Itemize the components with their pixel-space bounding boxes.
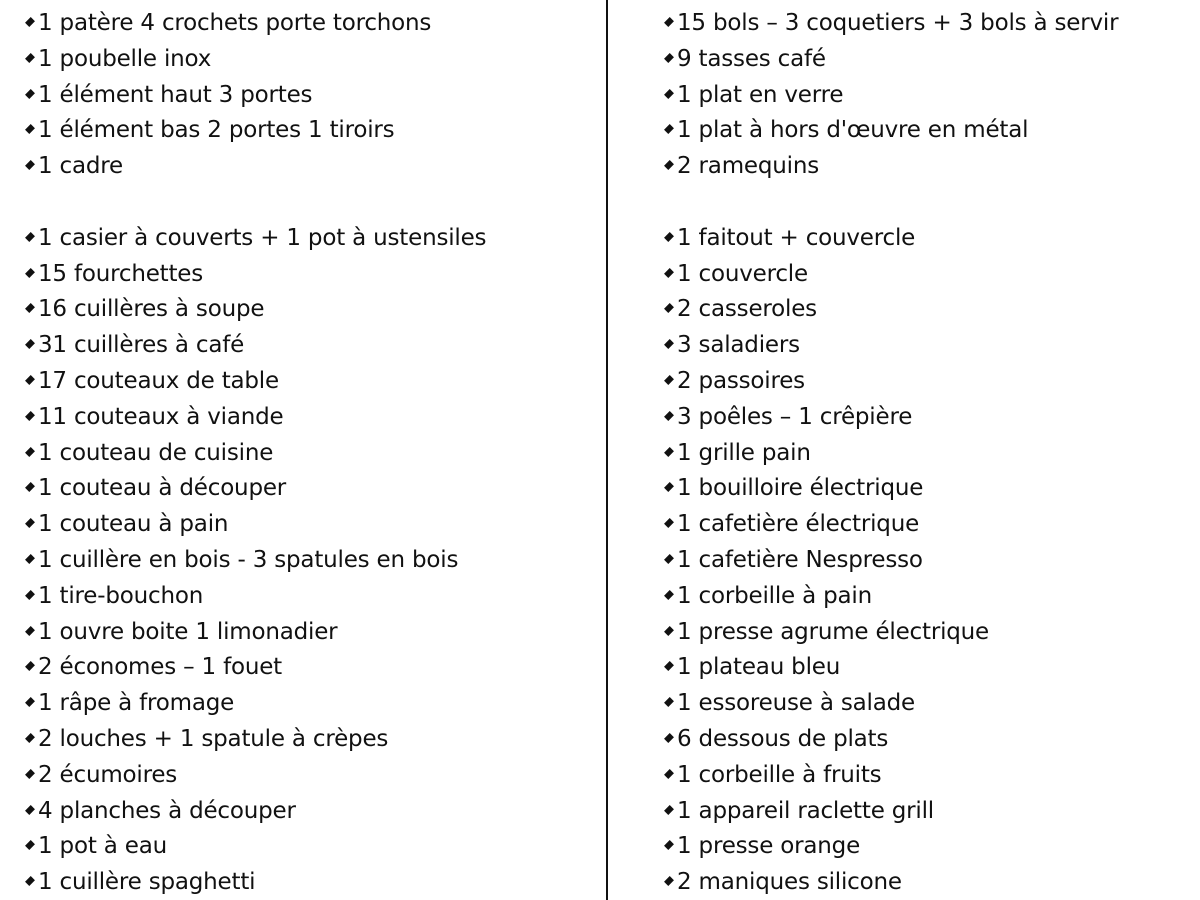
diamond-bullet-icon [25, 339, 35, 349]
list-item [26, 152, 123, 180]
list-item-text: 11 couteaux à viande [38, 403, 284, 430]
list-item [26, 224, 486, 252]
diamond-bullet-icon [664, 590, 674, 600]
diamond-bullet-icon [25, 626, 35, 636]
diamond-bullet-icon [25, 17, 35, 27]
diamond-bullet-icon [25, 518, 35, 528]
list-item-text: 2 maniques silicone [677, 869, 902, 896]
list-item-text: 1 cafetière Nespresso [677, 547, 923, 573]
list-item-text: 1 tire-bouchon [38, 582, 204, 609]
diamond-bullet-icon [664, 769, 674, 779]
diamond-bullet-icon [664, 518, 674, 528]
diamond-bullet-icon [25, 447, 35, 457]
list-item [26, 582, 203, 610]
list-item [26, 295, 264, 323]
list-item-text: 1 presse agrume électrique [677, 618, 989, 645]
diamond-bullet-icon [25, 375, 35, 385]
list-item-text: 1 presse orange [677, 833, 861, 860]
diamond-bullet-icon [664, 661, 674, 671]
list-item-text: 1 couteau à découper [38, 475, 287, 502]
diamond-bullet-icon [25, 53, 35, 63]
list-item [665, 689, 915, 717]
list-item-text: 1 faitout + couvercle [677, 224, 916, 251]
list-item-text: 2 ramequins [677, 153, 819, 180]
list-item-text: 2 louches + 1 spatule à crèpes [38, 726, 389, 752]
list-item-text: 3 poêles – 1 crêpière [677, 403, 913, 430]
list-item-text: 4 planches à découper [38, 797, 296, 824]
list-item-text: 1 pot à eau [38, 833, 167, 860]
diamond-bullet-icon [664, 626, 674, 636]
list-item [665, 152, 819, 180]
list-item-text: 1 corbeille à pain [677, 582, 872, 609]
list-item [665, 761, 881, 789]
list-item-text: 6 dessous de plats [677, 726, 889, 752]
list-item [665, 582, 872, 610]
list-item [665, 868, 902, 896]
list-item-text: 1 patère 4 crochets porte torchons [38, 10, 432, 36]
diamond-bullet-icon [25, 268, 35, 278]
list-item-text: 2 casseroles [677, 296, 817, 323]
diamond-bullet-icon [25, 840, 35, 850]
diamond-bullet-icon [25, 876, 35, 886]
list-item-text: 1 plat en verre [677, 81, 844, 108]
list-item-text: 1 casier à couverts + 1 pot à ustensiles [38, 224, 487, 251]
list-item [26, 81, 312, 109]
diamond-bullet-icon [664, 876, 674, 886]
diamond-bullet-icon [25, 411, 35, 421]
diamond-bullet-icon [25, 482, 35, 492]
list-item [665, 832, 860, 860]
diamond-bullet-icon [664, 89, 674, 99]
list-item-text: 1 couteau de cuisine [38, 439, 274, 466]
list-item-text: 1 ouvre boite 1 limonadier [38, 618, 338, 645]
list-item-text: 1 élément haut 3 portes [38, 81, 313, 108]
diamond-bullet-icon [664, 840, 674, 850]
diamond-bullet-icon [664, 160, 674, 170]
list-item [26, 725, 388, 753]
diamond-bullet-icon [25, 769, 35, 779]
diamond-bullet-icon [664, 53, 674, 63]
list-item [665, 367, 805, 395]
list-item [665, 331, 800, 359]
list-item-text: 17 couteaux de table [38, 368, 279, 394]
list-item-text: 2 économes – 1 fouet [38, 654, 282, 681]
list-item [665, 546, 923, 574]
list-item [665, 403, 912, 431]
list-item-text: 1 cuillère en bois - 3 spatules en bois [38, 547, 459, 573]
list-item [26, 474, 286, 502]
list-item-text: 1 élément bas 2 portes 1 tiroirs [38, 117, 395, 144]
list-item [26, 367, 279, 395]
diamond-bullet-icon [25, 160, 35, 170]
list-item-text: 1 couteau à pain [38, 511, 229, 538]
list-item [26, 45, 211, 73]
list-item-text: 15 fourchettes [38, 260, 204, 287]
list-item-text: 1 plat à hors d'œuvre en métal [677, 117, 1029, 144]
list-item [665, 81, 843, 109]
list-item [26, 510, 228, 538]
list-item [665, 618, 989, 646]
diamond-bullet-icon [664, 805, 674, 815]
list-item [26, 260, 203, 288]
list-item [665, 224, 915, 252]
diamond-bullet-icon [664, 482, 674, 492]
diamond-bullet-icon [664, 411, 674, 421]
diamond-bullet-icon [25, 805, 35, 815]
list-item [665, 45, 826, 73]
list-item [26, 439, 273, 467]
list-item-text: 15 bols – 3 coquetiers + 3 bols à servir [677, 10, 1119, 36]
diamond-bullet-icon [25, 232, 35, 242]
column-divider [606, 0, 608, 900]
diamond-bullet-icon [25, 733, 35, 743]
list-item [26, 546, 458, 574]
diamond-bullet-icon [25, 661, 35, 671]
list-item [26, 331, 244, 359]
list-item-text: 16 cuillères à soupe [38, 296, 265, 323]
list-item [665, 653, 840, 681]
list-item [665, 295, 817, 323]
list-item [26, 868, 255, 896]
list-item-text: 1 corbeille à fruits [677, 761, 882, 788]
list-item-text: 31 cuillères à café [38, 332, 245, 359]
list-item [665, 510, 919, 538]
list-item-text: 2 écumoires [38, 761, 178, 788]
list-item [665, 439, 811, 467]
list-item-text: 9 tasses café [677, 45, 826, 72]
list-item [665, 116, 1028, 144]
list-item-text: 1 bouilloire électrique [677, 475, 924, 502]
diamond-bullet-icon [664, 124, 674, 134]
diamond-bullet-icon [25, 554, 35, 564]
diamond-bullet-icon [25, 697, 35, 707]
list-item [665, 725, 888, 753]
diamond-bullet-icon [25, 303, 35, 313]
list-item-text: 1 cuillère spaghetti [38, 869, 256, 896]
diamond-bullet-icon [664, 697, 674, 707]
list-item [26, 9, 431, 37]
list-item [665, 474, 923, 502]
list-item-text: 2 passoires [677, 368, 805, 394]
list-item [665, 260, 808, 288]
list-item-text: 3 saladiers [677, 332, 800, 359]
list-item-text: 1 couvercle [677, 260, 808, 287]
list-item [665, 9, 1118, 37]
list-item-text: 1 râpe à fromage [38, 690, 235, 717]
list-item-text: 1 poubelle inox [38, 45, 212, 72]
diamond-bullet-icon [664, 17, 674, 27]
diamond-bullet-icon [25, 124, 35, 134]
diamond-bullet-icon [664, 733, 674, 743]
list-item [26, 761, 177, 789]
list-item [26, 797, 296, 825]
diamond-bullet-icon [664, 375, 674, 385]
list-item-text: 1 cafetière électrique [677, 511, 920, 538]
list-item [26, 689, 234, 717]
list-item-text: 1 cadre [38, 153, 123, 180]
diamond-bullet-icon [664, 303, 674, 313]
list-item-text: 1 appareil raclette grill [677, 797, 934, 824]
list-item [26, 116, 394, 144]
list-item [26, 618, 337, 646]
diamond-bullet-icon [664, 268, 674, 278]
diamond-bullet-icon [664, 447, 674, 457]
diamond-bullet-icon [664, 339, 674, 349]
list-item [26, 832, 167, 860]
diamond-bullet-icon [25, 590, 35, 600]
list-item-text: 1 grille pain [677, 439, 811, 466]
list-item-text: 1 essoreuse à salade [677, 690, 915, 717]
diamond-bullet-icon [664, 554, 674, 564]
diamond-bullet-icon [664, 232, 674, 242]
list-item [26, 653, 282, 681]
list-item [26, 403, 283, 431]
diamond-bullet-icon [25, 89, 35, 99]
list-item [665, 797, 934, 825]
list-item-text: 1 plateau bleu [677, 654, 841, 681]
